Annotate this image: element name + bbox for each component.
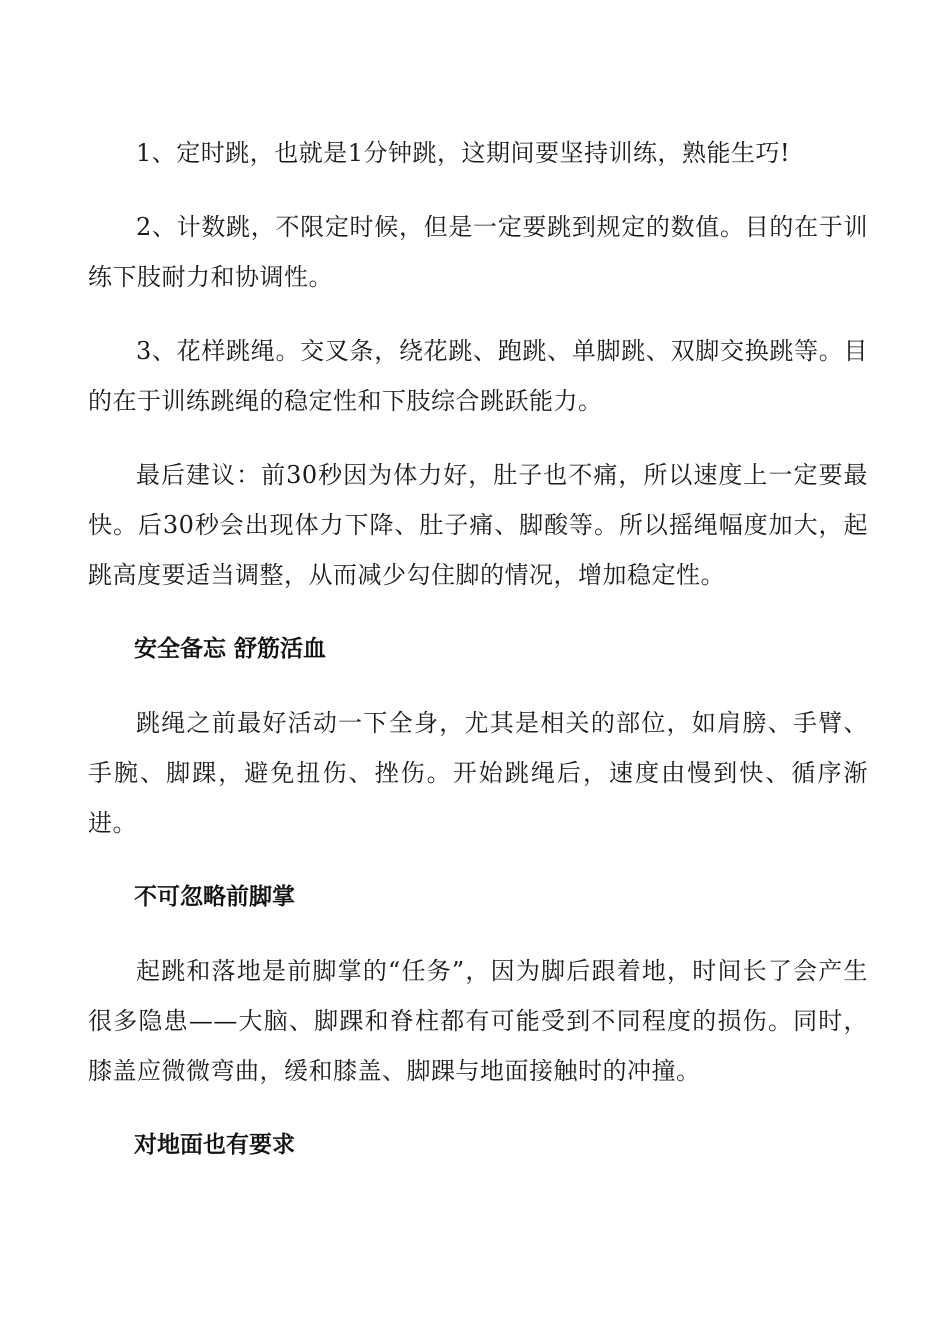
paragraph-fancy-jump: 3、花样跳绳。交叉条，绕花跳、跑跳、单脚跳、双脚交换跳等。目的在于训练跳绳的稳定性和下肢综合跳跃能力。 [88, 337, 868, 415]
paragraph-forefoot: 起跳和落地是前脚掌的“任务”，因为脚后跟着地，时间长了会产生很多隐患——大脑、脚踝和脊柱都有可能受到不同程度的损伤。同时，膝盖应微微弯曲，缓和膝盖、脚踝与地面接触时的冲撞。 [88, 957, 868, 1085]
heading-ground-requirements: 对地面也有要求 [134, 1132, 295, 1158]
document-body [88, 128, 868, 1194]
paragraph-final-advice: 最后建议：前30秒因为体力好，肚子也不痛，所以速度上一定要最快。后30秒会出现体力下降、肚子痛、脚酸等。所以摇绳幅度加大，起跳高度要适当调整，从而减少勾住脚的情况，增加稳定性。 [88, 461, 868, 589]
heading-forefoot: 不可忽略前脚掌 [134, 884, 295, 910]
paragraph-count-jump: 2、计数跳，不限定时候，但是一定要跳到规定的数值。目的在于训练下肢耐力和协调性。 [88, 213, 868, 291]
paragraph-timed-jump: 1、定时跳，也就是1分钟跳，这期间要坚持训练，熟能生巧! [136, 139, 791, 167]
heading-safety-memo: 安全备忘 舒筋活血 [134, 636, 327, 662]
paragraph-warmup: 跳绳之前最好活动一下全身，尤其是相关的部位，如肩膀、手臂、手腕、脚踝，避免扭伤、挫伤。开始跳绳后，速度由慢到快、循序渐进。 [88, 709, 868, 837]
